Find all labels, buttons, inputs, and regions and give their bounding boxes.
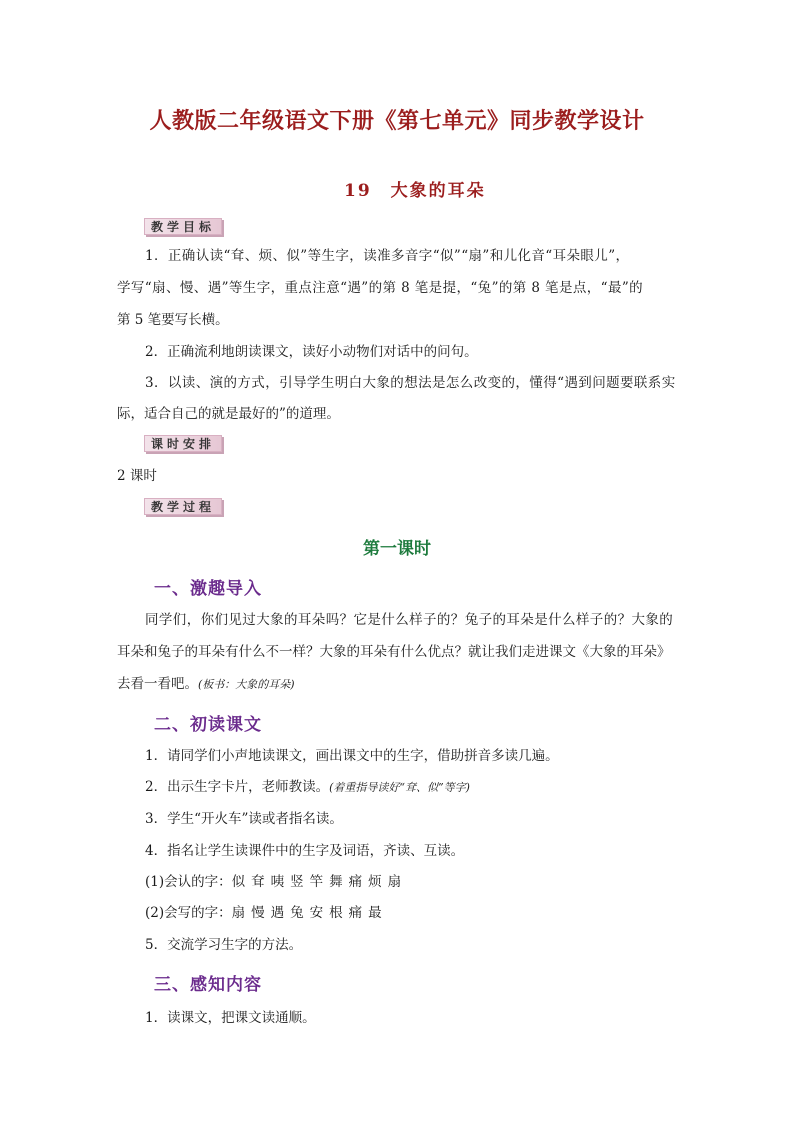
section-3-heading: 三、感知内容 <box>154 975 262 995</box>
blackboard-note: (板书：大象的耳朵) <box>198 678 295 691</box>
section-2-item-1: 1．请同学们小声地读课文，画出课文中的生字，借助拼音多读几遍。 <box>145 748 559 764</box>
section-1-line-3 <box>117 674 697 695</box>
goal-3-line-1: 3．以读、演的方式，引导学生明白大象的想法是怎么改变的，懂得“遇到问题要联系实 <box>145 375 676 391</box>
goal-1-line-2: 学写“扇、慢、遇”等生字，重点注意“遇”的第 8 笔是提，“兔”的第 8 笔是点，“最”的 <box>117 280 644 296</box>
document-title: 人教版二年级语文下册《第七单元》同步教学设计 <box>149 109 645 134</box>
tag-teaching-goals: 教学目标 <box>144 218 222 235</box>
goal-1-line-1: 1．正确认读“耷、烦、似”等生字，读准多音字“似”“扇”和儿化音“耳朵眼儿”， <box>145 248 630 264</box>
section-2-heading: 二、初读课文 <box>154 715 262 735</box>
goal-1-line-3: 第 5 笔要写长横。 <box>117 312 229 328</box>
section-2-item-4b <box>117 903 697 923</box>
recognize-chars: 似耷咦竖竿舞痛烦扇 <box>231 874 408 890</box>
goal-3-line-2: 际，适合自己的就是最好的”的道理。 <box>117 406 340 422</box>
first-lesson-heading: 第一课时 <box>363 539 431 559</box>
recognize-chars-label: (1)会认的字： <box>145 874 232 890</box>
goal-2: 2．正确流利地朗读课文，读好小动物们对话中的问句。 <box>145 344 478 360</box>
section-1-line-3-text: 去看一看吧。 <box>117 676 198 692</box>
section-2-item-4a <box>117 872 697 892</box>
schedule-text: 2 课时 <box>117 468 157 484</box>
tag-teaching-process: 教学过程 <box>144 498 222 515</box>
section-3-item-1: 1．读课文，把课文读通顺。 <box>145 1010 316 1026</box>
section-2-item-2 <box>117 777 697 798</box>
section-2-item-4: 4．指名让学生读课件中的生字及词语，齐读、互读。 <box>145 843 465 859</box>
section-2-item-3: 3．学生“开火车”读或者指名读。 <box>145 811 343 827</box>
write-chars: 扇慢遇兔安根痛最 <box>231 905 388 921</box>
lesson-title: 19 大象的耳朵 <box>344 181 486 201</box>
section-2-item-5: 5．交流学习生字的方法。 <box>145 937 303 953</box>
section-1-line-2: 耳朵和兔子的耳朵有什么不一样？大象的耳朵有什么优点？就让我们走进课文《大象的耳朵》 <box>117 644 671 660</box>
section-2-item-2-note: (着重指导读好“耷、似”等字) <box>329 781 470 794</box>
section-2-item-2-text: 2．出示生字卡片，老师教读。 <box>145 779 330 795</box>
write-chars-label: (2)会写的字： <box>145 905 232 921</box>
section-1-heading: 一、激趣导入 <box>154 579 262 599</box>
tag-schedule: 课时安排 <box>144 435 222 452</box>
section-1-line-1: 同学们，你们见过大象的耳朵吗？它是什么样子的？兔子的耳朵是什么样子的？大象的 <box>145 612 674 628</box>
